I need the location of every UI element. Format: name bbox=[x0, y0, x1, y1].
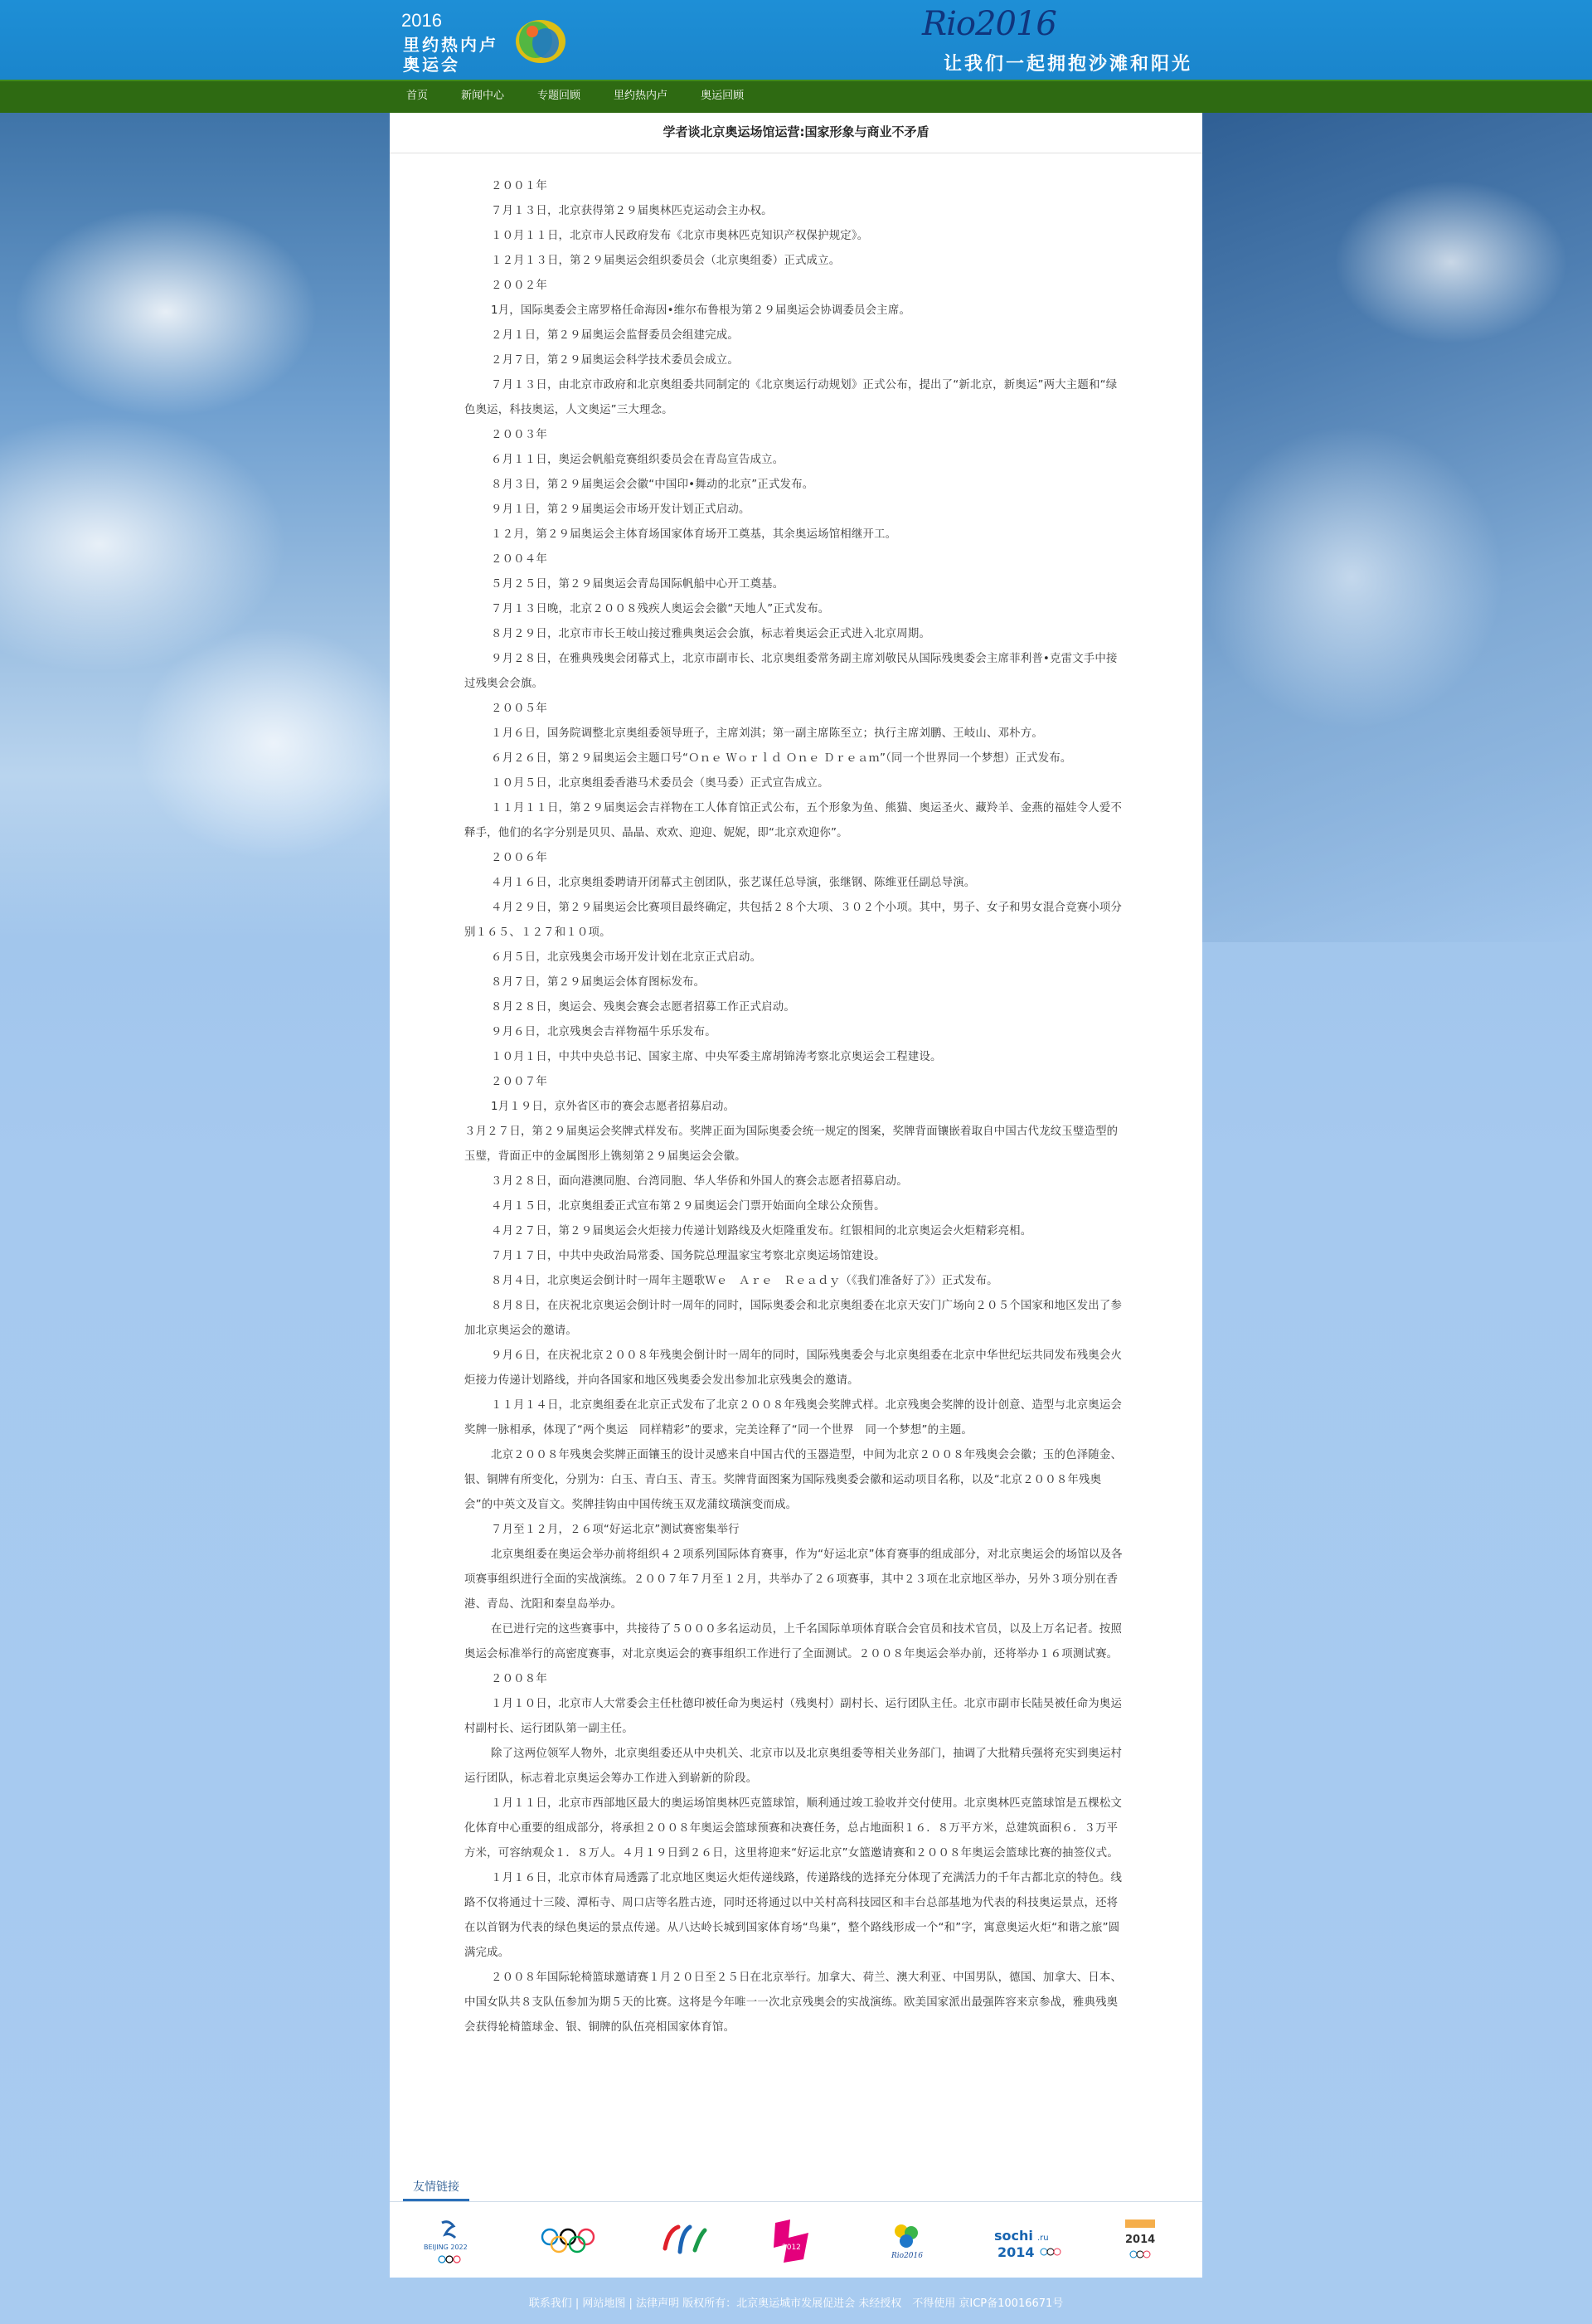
article-paragraph: ４月１５日，北京奥组委正式宣布第２９届奥运会门票开始面向全球公众预售。 bbox=[491, 1200, 886, 1213]
svg-text:.ru: .ru bbox=[1037, 2234, 1049, 2243]
article-paragraph: 北京奥组委在奥运会举办前将组织４２项系列国际体育赛事，作为“好运北京”体育赛事的组成部分，对北京奥运会的场馆以及各项赛事组织进行全面的实战演练。２００７年７月至１２月，共举办了２６项赛事，其中２３项在北京地区举办，另外３项分别在香港、青岛、沈阳和秦皇岛举办。 bbox=[464, 1549, 1123, 1611]
sochi-2014-icon bbox=[991, 2220, 1074, 2262]
article-paragraph: ６月５日，北京残奥会市场开发计划在北京正式启动。 bbox=[491, 951, 762, 964]
article-paragraph: 1月，国际奥委会主席罗格任命海因•维尔布鲁根为第２９届奥运会协调委员会主席。 bbox=[491, 304, 911, 317]
logo-line-1: 里约热内卢 bbox=[403, 35, 498, 55]
article-paragraph: 1月１９日，京外省区市的赛会志愿者招募启动。 bbox=[491, 1101, 735, 1113]
article-paragraph: ５月２５日，第２９届奥运会青岛国际帆船中心开工奠基。 bbox=[491, 578, 784, 591]
nav-rio[interactable]: 里约热内卢 bbox=[614, 90, 668, 102]
article-paragraph: １月１１日，北京市西部地区最大的奥运场馆奥林匹克篮球馆，顺利通过竣工验收并交付使用。北京奥林匹克篮球馆是五棵松文化体育中心重要的组成部分，将承担２００８年奥运会篮球预赛和决赛任务，总占地面积１６．８万平方米，总建筑面积６．３万平方米，可容纳观众１．８万人。４月１９日到２６日，这里将迎来“好运北京”女篮邀请赛和２００８年奥运会篮球比赛的抽签仪式。 bbox=[464, 1797, 1123, 1860]
rio-2016-icon bbox=[883, 2216, 933, 2266]
article-paragraph: ７月１３日晚，北京２００８残疾人奥运会会徽“天地人”正式发布。 bbox=[491, 603, 830, 615]
article-paragraph: １２月１３日，第２９届奥运会组织委员会（北京奥组委）正式成立。 bbox=[491, 255, 841, 267]
article-paragraph: ８月８日，在庆祝北京奥运会倒计时一周年的同时，国际奥委会和北京奥组委在北京天安门广场向２０５个国家和地区发出了参加北京奥运会的邀请。 bbox=[464, 1300, 1123, 1337]
nav-special-review[interactable]: 专题回顾 bbox=[537, 90, 581, 102]
main-navigation bbox=[0, 80, 1592, 113]
article-paragraph: 除了这两位领军人物外，北京奥组委还从中央机关、北京市以及北京奥组委等相关业务部门，抽调了大批精兵强将充实到奥运村运行团队，标志着北京奥运会筹办工作进入到崭新的阶段。 bbox=[464, 1748, 1123, 1785]
article-paragraph: 在已进行完的这些赛事中，共接待了５０００多名运动员，上千名国际单项体育联合会官员和技术官员，以及上万名记者。按照奥运会标准举行的高密度赛事，对北京奥运会的赛事组织工作进行了全面测试。２００８年奥运会举办前，还将举办１６项测试赛。 bbox=[464, 1623, 1123, 1660]
article-paragraph: ９月１日，第２９届奥运会市场开发计划正式启动。 bbox=[491, 503, 750, 516]
background-scenery-left bbox=[0, 113, 390, 942]
article-paragraph: ２００５年 bbox=[491, 703, 547, 715]
article-paragraph: ２００７年 bbox=[491, 1076, 547, 1088]
olympic-rings-logo[interactable] bbox=[531, 2215, 605, 2268]
article-paragraph: ９月６日，北京残奥会吉祥物福牛乐乐发布。 bbox=[491, 1026, 716, 1038]
article-paragraph: ８月７日，第２９届奥运会体育图标发布。 bbox=[491, 976, 706, 989]
article-paragraph: ２００８年 bbox=[491, 1673, 547, 1685]
olympic-rings-icon bbox=[535, 2224, 601, 2258]
article-paragraph: ２００４年 bbox=[491, 553, 547, 566]
article-paragraph: ７月１７日，中共中央政治局常委、国务院总理温家宝考察北京奥运场馆建设。 bbox=[491, 1250, 886, 1262]
site-footer: 联系我们 | 网站地图 | 法律声明 版权所有：北京奥运城市发展促进会 未经授权 不得使用 京ICP备10016671号 bbox=[528, 2297, 1064, 2310]
svg-text:Rio2016: Rio2016 bbox=[891, 2252, 923, 2260]
article-paragraph: ２月１日，第２９届奥运会监督委员会组建完成。 bbox=[491, 329, 739, 342]
rio-2016-logo[interactable] bbox=[871, 2215, 945, 2268]
article-paragraph: １２月，第２９届奥运会主体育场国家体育场开工奠基，其余奥运场馆相继开工。 bbox=[491, 528, 897, 541]
article-paragraph: ８月２８日，奥运会、残奥会赛会志愿者招募工作正式启动。 bbox=[491, 1001, 795, 1014]
article-paragraph: ３月２７日，第２９届奥运会奖牌式样发布。奖牌正面为国际奥委会统一规定的图案，奖牌背面镶嵌着取自中国古代龙纹玉璧造型的玉璧，背面正中的金属图形上镌刻第２９届奥运会会徽。 bbox=[464, 1126, 1119, 1163]
article-paragraph: ２月７日，第２９届奥运会科学技术委员会成立。 bbox=[491, 354, 739, 367]
friend-links bbox=[390, 2175, 1202, 2278]
header-slogan: 让我们一起拥抱沙滩和阳光 bbox=[944, 53, 1193, 75]
logo-line-2: 奥运会 bbox=[403, 55, 460, 75]
article-paragraph: ２００２年 bbox=[491, 280, 547, 292]
article-paragraph: ９月６日，在庆祝北京２００８年残奥会倒计时一周年的同时，国际残奥委会与北京奥组委在北京中华世纪坛共同发布残奥会火炬接力传递计划路线，并向各国家和地区残奥委会发出参加北京残奥会的邀请。 bbox=[464, 1349, 1123, 1387]
paralympic-logo[interactable] bbox=[647, 2215, 721, 2268]
article-paragraph: ２００１年 bbox=[491, 180, 547, 192]
article-title: 学者谈北京奥运场馆运营:国家形象与商业不矛盾 bbox=[663, 124, 929, 139]
article-paragraph: ４月２７日，第２９届奥运会火炬接力传递计划路线及火炬隆重发布。红银相间的北京奥运会火炬精彩亮相。 bbox=[491, 1225, 1032, 1237]
friend-links-title: 友情链接 bbox=[403, 2175, 469, 2201]
article-paragraph: ８月２９日，北京市市长王岐山接过雅典奥运会会旗，标志着奥运会正式进入北京周期。 bbox=[491, 628, 931, 640]
article-body bbox=[464, 174, 1128, 2040]
article-paragraph: ２００３年 bbox=[491, 429, 547, 441]
nanjing-2014-icon bbox=[1115, 2215, 1165, 2268]
article-paragraph: １月１０日，北京市人大常委会主任杜德印被任命为奥运村（残奥村）副村长、运行团队主任。北京市副市长陆昊被任命为奥运村副村长、运行团队第一副主任。 bbox=[464, 1698, 1123, 1735]
site-header bbox=[0, 0, 1592, 80]
article-paragraph: ８月３日，第２９届奥运会会徽“中国印•舞动的北京”正式发布。 bbox=[491, 479, 814, 491]
nav-olympic-review[interactable]: 奥运回顾 bbox=[701, 90, 745, 102]
article-paragraph: ２００６年 bbox=[491, 852, 547, 864]
svg-text:2014: 2014 bbox=[1125, 2234, 1156, 2246]
article-paragraph: ７月至１２月，２６项“好运北京”测试赛密集举行 bbox=[491, 1524, 740, 1536]
site-logo[interactable] bbox=[401, 8, 575, 73]
london-2012-icon bbox=[767, 2216, 817, 2266]
nav-home[interactable]: 首页 bbox=[406, 90, 429, 102]
background-scenery-right bbox=[1202, 113, 1592, 942]
article-paragraph: １０月５日，北京奥组委香港马术委员会（奥马委）正式宣告成立。 bbox=[491, 777, 829, 790]
article-paragraph: １月１６日，北京市体育局透露了北京地区奥运火炬传递线路，传递路线的选择充分体现了充满活力的千年古都北京的特色。线路不仅将通过十三陵、潭柘寺、周口店等名胜古迹，同时还将通过以中关村高科技园区和丰台总部基地为代表的科技奥运景点，还将在以首钢为代表的绿色奥运的景点传递。从八达岭长城到国家体育场“鸟巢”，整个路线形成一个“和”字，寓意奥运火炬“和谐之旅”圆满完成。 bbox=[464, 1872, 1123, 1959]
paralympic-agitos-icon bbox=[655, 2220, 713, 2262]
svg-text:2014: 2014 bbox=[997, 2244, 1035, 2260]
article-paragraph: ３月２８日，面向港澳同胞、台湾同胞、华人华侨和外国人的赛会志愿者招募启动。 bbox=[491, 1175, 908, 1188]
beijing-2022-logo[interactable] bbox=[415, 2215, 489, 2268]
svg-text:sochi: sochi bbox=[994, 2228, 1033, 2244]
nav-news-center[interactable]: 新闻中心 bbox=[461, 90, 505, 102]
rio-2016-title: Rio2016 bbox=[922, 5, 1056, 43]
article-paragraph: ７月１３日，由北京市政府和北京奥组委共同制定的《北京奥运行动规划》正式公布，提出了“新北京，新奥运”两大主题和“绿色奥运，科技奥运，人文奥运”三大理念。 bbox=[464, 379, 1118, 416]
article-paragraph: ６月１１日，奥运会帆船竞赛组织委员会在青岛宣告成立。 bbox=[491, 454, 784, 466]
article-paragraph: １０月１日，中共中央总书记、国家主席、中央军委主席胡锦涛考察北京奥运会工程建设。 bbox=[491, 1051, 942, 1063]
article-paragraph: ７月１３日，北京获得第２９届奥林匹克运动会主办权。 bbox=[491, 205, 773, 217]
article-paragraph: １１月１１日，第２９届奥运会吉祥物在工人体育馆正式公布，五个形象为鱼、熊猫、奥运圣火、藏羚羊、金燕的福娃令人爱不释手，他们的名字分别是贝贝、晶晶、欢欢、迎迎、妮妮，即“北京欢迎你”。 bbox=[464, 802, 1123, 839]
article-paragraph: ４月１６日，北京奥组委聘请开闭幕式主创团队，张艺谋任总导演，张继钢、陈维亚任副总导演。 bbox=[491, 877, 976, 889]
logo-year: 2016 bbox=[401, 10, 442, 31]
rio-emblem-icon bbox=[507, 13, 569, 66]
london-2012-logo[interactable] bbox=[755, 2215, 829, 2268]
svg-text:2012: 2012 bbox=[782, 2244, 801, 2252]
sochi-2014-logo[interactable] bbox=[987, 2215, 1078, 2268]
article-paragraph: １０月１１日，北京市人民政府发布《北京市奥林匹克知识产权保护规定》。 bbox=[491, 230, 869, 242]
friend-links-divider bbox=[390, 2201, 1202, 2202]
nanjing-2014-logo[interactable] bbox=[1103, 2215, 1177, 2268]
article-paragraph: 北京２００８年残奥会奖牌正面镶玉的设计灵感来自中国古代的玉器造型，中间为北京２００８年残奥会会徽；玉的色泽随金、银、铜牌有所变化，分别为：白玉、青白玉、青玉。奖牌背面图案为国际残奥委会徽和运动项目名称，以及“北京２００８年残奥会”的中英文及盲文。奖牌挂钩由中国传统玉双龙蒲纹璜演变而成。 bbox=[464, 1449, 1123, 1511]
svg-text:BEIJING 2022: BEIJING 2022 bbox=[424, 2244, 468, 2251]
article-paragraph: １月６日，国务院调整北京奥组委领导班子，主席刘淇；第一副主席陈至立；执行主席刘鹏、王岐山、邓朴方。 bbox=[491, 727, 1043, 740]
article-paragraph: １１月１４日，北京奥组委在北京正式发布了北京２００８年残奥会奖牌式样。北京残奥会奖牌的设计创意、造型与北京奥运会奖牌一脉相承，体现了“两个奥运 同样精彩”的要求，完美诠释了“同一个世界 同一个梦想”的主题。 bbox=[464, 1399, 1123, 1437]
article-paragraph: ８月４日，北京奥运会倒计时一周年主题歌Ｗｅ Ａｒｅ Ｒｅａｄｙ（《我们准备好了》）正式发布。 bbox=[491, 1275, 998, 1287]
article-paragraph: ９月２８日，在雅典残奥会闭幕式上，北京市副市长、北京奥组委常务副主席刘敬民从国际残奥委会主席菲利普•克雷文手中接过残奥会会旗。 bbox=[464, 653, 1118, 690]
article-paragraph: ６月２６日，第２９届奥运会主题口号“Ｏｎｅ Ｗｏｒｌｄ Ｏｎｅ Ｄｒｅａｍ”（同一个世界同一个梦想）正式发布。 bbox=[491, 752, 1072, 765]
article-container bbox=[390, 113, 1202, 2278]
article-paragraph: ４月２９日，第２９届奥运会比赛项目最终确定，共包括２８个大项、３０２个小项。其中，男子、女子和男女混合竞赛小项分别１６５、１２７和１０项。 bbox=[464, 902, 1123, 939]
article-paragraph: ２００８年国际轮椅篮球邀请赛１月２０日至２５日在北京举行。加拿大、荷兰、澳大利亚、中国男队，德国、加拿大、日本、中国女队共８支队伍参加为期５天的比赛。这将是今年唯一一次北京残奥会的实战演练。欧美国家派出最强阵容来京参战，雅典残奥会获得轮椅篮球金、银、铜牌的队伍亮相国家体育馆。 bbox=[464, 1972, 1123, 2034]
beijing-2022-icon bbox=[419, 2216, 485, 2266]
